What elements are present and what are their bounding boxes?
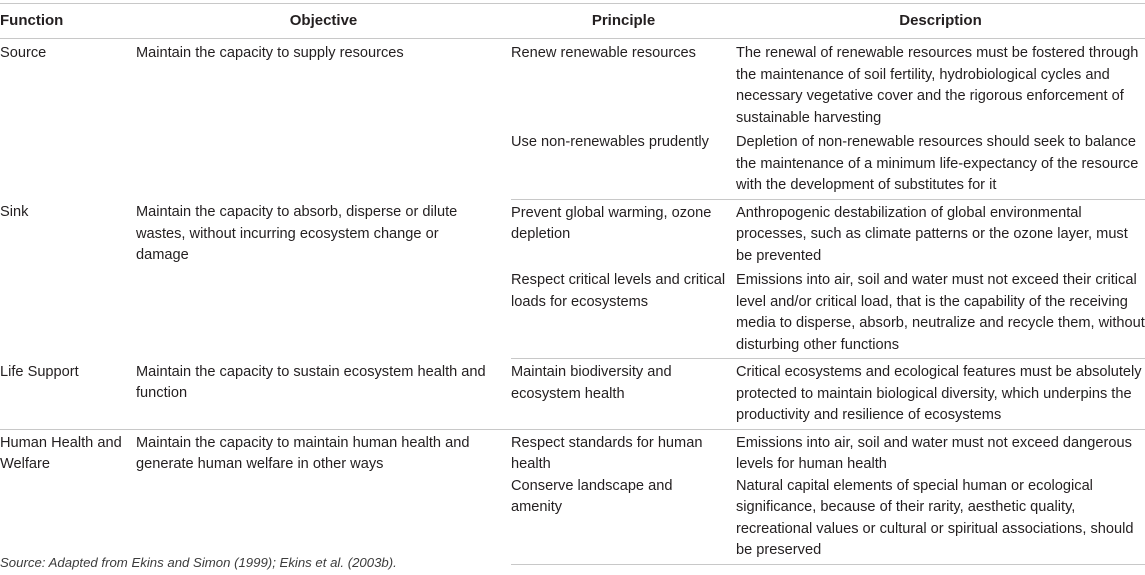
table-row [0, 359, 1145, 430]
header-principle: Principle [511, 4, 736, 39]
table-row [0, 39, 1145, 130]
description-cell: Anthropogenic destabilization of global environmental processes, such as climate patterns or the ozone layer, must be prevented [736, 204, 1128, 264]
function-cell: Source [0, 45, 47, 61]
principle-cell: Respect standards for human health [511, 434, 703, 472]
table-header [0, 4, 1145, 39]
principle-cell: Conserve landscape and amenity [511, 476, 736, 565]
function-cell: Sink [0, 204, 29, 220]
header-function: Function [0, 4, 136, 39]
table-body [0, 39, 1145, 565]
objective-cell: Maintain the capacity to maintain human health and generate human welfare in other ways [136, 434, 470, 472]
description-cell: Natural capital elements of special human or ecological significance, because of their rarity, aesthetic quality, recreational values or cultural or spiritual associations, should be preserved [736, 476, 1145, 565]
principle-cell: Respect critical levels and critical loads for ecosystems [511, 267, 736, 359]
header-objective: Objective [136, 4, 511, 39]
sustainability-principles-table [0, 3, 1145, 565]
description-cell: Emissions into air, soil and water must not exceed their critical level and/or critical load, that is the capability of the receiving media to disperse, absorb, neutralize and recycle them, without disturbing other functions [736, 267, 1145, 359]
principle-cell: Maintain biodiversity and ecosystem health [511, 359, 736, 430]
description-cell: Emissions into air, soil and water must not exceed dangerous levels for human health [736, 434, 1132, 472]
source-footnote: Source: Adapted from Ekins and Simon (1999); Ekins et al. (2003b). [0, 555, 397, 570]
description-cell: Critical ecosystems and ecological features must be absolutely protected to maintain biological diversity, which underpins the productivity and resilience of ecosystems [736, 359, 1145, 430]
objective-cell: Maintain the capacity to absorb, disperse or dilute wastes, without incurring ecosystem change or damage [136, 204, 458, 263]
table-row [0, 429, 1145, 476]
principle-cell: Renew renewable resources [511, 45, 696, 61]
description-cell: Depletion of non-renewable resources should seek to balance the maintenance of a minimum life-expectancy of the resource with the development of substitutes for it [736, 129, 1145, 199]
table-row [0, 199, 1145, 267]
function-cell: Human Health and Welfare [0, 434, 122, 472]
principle-cell: Prevent global warming, ozone depletion [511, 204, 712, 242]
principle-cell: Use non-renewables prudently [511, 129, 736, 199]
header-row [0, 4, 1145, 39]
description-cell: The renewal of renewable resources must be fostered through the maintenance of soil fertility, hydrobiological cycles and necessary vegetative cover and the rigorous enforcement of sustainable harvesting [736, 45, 1139, 126]
function-cell: Life Support [0, 359, 136, 430]
objective-cell: Maintain the capacity to supply resources [136, 45, 404, 61]
objective-cell: Maintain the capacity to sustain ecosystem health and function [136, 359, 511, 430]
header-description: Description [736, 4, 1145, 39]
